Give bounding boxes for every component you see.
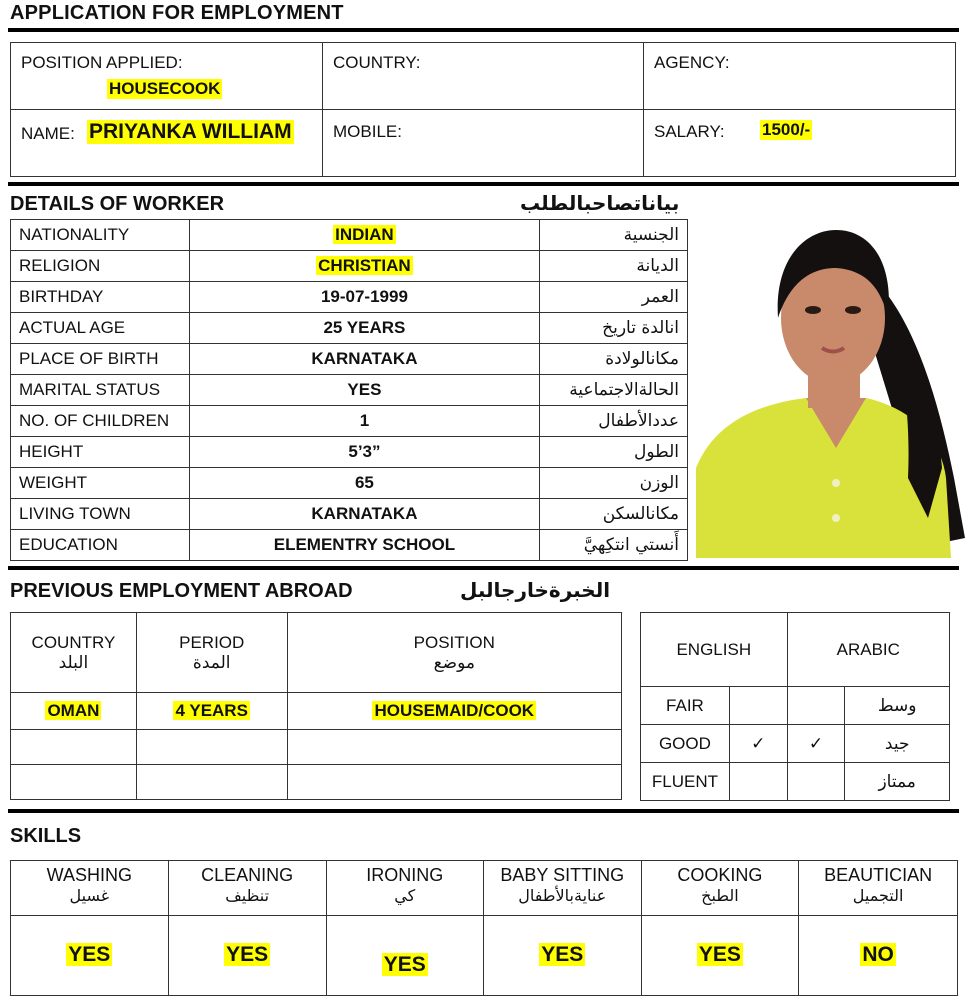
arabic-good-check: ✓ (787, 725, 845, 763)
detail-value: KARNATAKA (189, 499, 539, 530)
skills-title: SKILLS (10, 825, 82, 847)
skill-header: CLEANING تنظيف (168, 861, 326, 916)
detail-value: 65 (189, 468, 539, 499)
details-row (11, 375, 688, 406)
details-row (11, 220, 688, 251)
details-row (11, 406, 688, 437)
detail-label: MARITAL STATUS (11, 375, 190, 406)
detail-label-ar: عددالأطفال (540, 406, 688, 437)
previous-table (10, 612, 622, 800)
detail-label-ar: الديانة (540, 251, 688, 282)
detail-value: 19-07-1999 (189, 282, 539, 313)
detail-label: WEIGHT (11, 468, 190, 499)
salary-cell (643, 109, 956, 177)
previous-title-ar: الخبرةخارجالبل (460, 578, 611, 602)
details-row (11, 499, 688, 530)
agency-label: AGENCY: (654, 53, 730, 72)
details-row (11, 468, 688, 499)
name-cell (10, 109, 323, 177)
detail-value: KARNATAKA (189, 344, 539, 375)
skill-value: YES (483, 916, 641, 996)
name-value: PRIYANKA WILLIAM (89, 120, 292, 143)
prev-country: OMAN (11, 693, 137, 730)
detail-value: INDIAN (189, 220, 539, 251)
lang-arabic-header: ARABIC (787, 613, 949, 687)
country-label: COUNTRY: (333, 53, 421, 72)
skill-value: YES (11, 916, 169, 996)
details-row (11, 530, 688, 561)
country-cell (322, 42, 644, 110)
detail-label-ar: مكانالسكن (540, 499, 688, 530)
skill-header: COOKING الطبخ (641, 861, 799, 916)
skill-value: YES (641, 916, 799, 996)
section-rule (8, 182, 959, 186)
skill-header: IRONING كي (326, 861, 483, 916)
position-cell (10, 42, 323, 110)
detail-value: YES (189, 375, 539, 406)
detail-label-ar: الطول (540, 437, 688, 468)
detail-value: ELEMENTRY SCHOOL (189, 530, 539, 561)
title-rule (8, 28, 959, 32)
lang-fair-ar: وسط (845, 687, 950, 725)
detail-label: HEIGHT (11, 437, 190, 468)
detail-label: EDUCATION (11, 530, 190, 561)
col-country: COUNTRY البلد (11, 613, 137, 693)
lang-good: GOOD (641, 725, 730, 763)
detail-label: NO. OF CHILDREN (11, 406, 190, 437)
previous-title: PREVIOUS EMPLOYMENT ABROAD (10, 580, 353, 602)
detail-label: NATIONALITY (11, 220, 190, 251)
skills-table (10, 860, 958, 996)
skill-value: YES (326, 916, 483, 996)
detail-label-ar: الحالةالاجتماعية (540, 375, 688, 406)
lang-english-header: ENGLISH (641, 613, 788, 687)
detail-label-ar: العمر (540, 282, 688, 313)
details-table (10, 219, 688, 561)
salary-label: SALARY: (654, 122, 725, 141)
language-table (640, 612, 950, 801)
skill-value: NO (799, 916, 958, 996)
details-title-ar: بياناتصاحبالطلب (520, 191, 680, 215)
mobile-cell (322, 109, 644, 177)
details-row (11, 251, 688, 282)
applicant-photo (696, 218, 965, 558)
skill-value: YES (168, 916, 326, 996)
detail-label-ar: مكانالولادة (540, 344, 688, 375)
lang-fair: FAIR (641, 687, 730, 725)
position-label: POSITION APPLIED: (21, 53, 183, 72)
skill-header: BEAUTICIAN التجميل (799, 861, 958, 916)
detail-label-ar: أَنستي انتكِهيَّ (540, 530, 688, 561)
detail-label: RELIGION (11, 251, 190, 282)
detail-value: 25 YEARS (189, 313, 539, 344)
detail-label: BIRTHDAY (11, 282, 190, 313)
prev-position: HOUSEMAID/COOK (287, 693, 621, 730)
detail-value: 1 (189, 406, 539, 437)
lang-fluent: FLUENT (641, 763, 730, 801)
agency-cell (643, 42, 956, 110)
detail-value: 5’3” (189, 437, 539, 468)
skill-header: WASHING غسيل (11, 861, 169, 916)
details-row (11, 282, 688, 313)
details-title: DETAILS OF WORKER (10, 193, 225, 215)
position-value: HOUSECOOK (109, 79, 221, 98)
prev-period: 4 YEARS (136, 693, 287, 730)
col-period: PERIOD المدة (136, 613, 287, 693)
lang-good-ar: جيد (845, 725, 950, 763)
section-rule-2 (8, 566, 959, 570)
detail-value: CHRISTIAN (189, 251, 539, 282)
details-row (11, 344, 688, 375)
lang-fluent-ar: ممتاز (845, 763, 950, 801)
details-row (11, 437, 688, 468)
detail-label: ACTUAL AGE (11, 313, 190, 344)
details-row (11, 313, 688, 344)
mobile-label: MOBILE: (333, 122, 402, 141)
detail-label: LIVING TOWN (11, 499, 190, 530)
section-rule-3 (8, 809, 959, 813)
detail-label-ar: الوزن (540, 468, 688, 499)
salary-value: 1500/- (762, 120, 811, 139)
applicant-portrait (696, 218, 965, 558)
col-position: POSITION موضع (287, 613, 621, 693)
detail-label: PLACE OF BIRTH (11, 344, 190, 375)
skill-header: BABY SITTING عنايةبالأطفال (483, 861, 641, 916)
page-title: APPLICATION FOR EMPLOYMENT (10, 2, 344, 24)
detail-label-ar: الجنسية (540, 220, 688, 251)
name-label: NAME: (21, 124, 75, 143)
detail-label-ar: انالدة تاريخ (540, 313, 688, 344)
english-good-check: ✓ (729, 725, 787, 763)
